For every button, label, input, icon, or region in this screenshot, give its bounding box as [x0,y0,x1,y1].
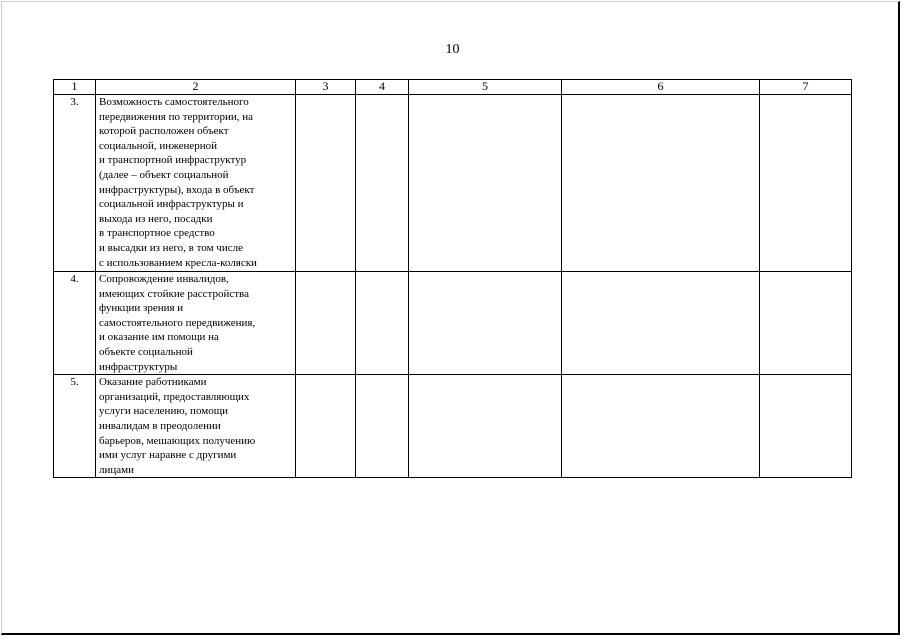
description-line: и высадки из него, в том числе [99,241,243,254]
table-row [54,375,852,478]
description-line: ими услуг наравне с другими [99,449,237,462]
column-header-4: 4 [356,80,409,95]
description-line: лицами [99,463,134,476]
row-number: 5. [54,375,96,478]
description-line: инфраструктуры [99,360,178,373]
description-line: передвижения по территории, на [99,110,254,123]
description-line: имеющих стойкие расстройства [99,287,249,300]
description-line: и оказание им помощи на [99,331,219,344]
row-number: 3. [54,95,96,272]
empty-cell [409,272,562,375]
empty-cell [562,95,760,272]
empty-cell [760,272,852,375]
description-line: и транспортной инфраструктур [99,154,247,167]
empty-cell [356,375,409,478]
description-line: инфраструктуры), входа в объект [99,183,255,196]
empty-cell [356,95,409,272]
column-header-1: 1 [54,80,96,95]
empty-cell [296,375,356,478]
empty-cell [562,375,760,478]
description-line: социальной, инженерной [99,139,218,152]
description-line: (далее – объект социальной [99,168,229,181]
description-line: функции зрения и [99,302,184,315]
description-line: организаций, предоставляющих [99,390,250,403]
empty-cell [760,375,852,478]
empty-cell [296,272,356,375]
column-header-3: 3 [296,80,356,95]
column-header-7: 7 [760,80,852,95]
description-line: объекте социальной [99,345,193,358]
description-line: услуги населению, помощи [99,405,229,418]
header-row [54,80,852,95]
page-number: 10 [445,42,460,57]
description-line: в транспортное средство [99,227,215,240]
description-line: с использованием кресла-коляски [99,256,257,269]
column-header-6: 6 [562,80,760,95]
description-line: самостоятельного передвижения, [99,316,256,329]
description-line: которой расположен объект [99,125,229,138]
empty-cell [356,272,409,375]
description-line: социальной инфраструктуры и [99,198,244,211]
column-header-2: 2 [96,80,296,95]
description-line: барьеров, мешающих получению [99,434,256,447]
row-number: 4. [54,272,96,375]
empty-cell [296,95,356,272]
empty-cell [409,95,562,272]
empty-cell [562,272,760,375]
accessibility-table [53,79,852,478]
description-line: Оказание работниками [99,376,207,389]
description-line: инвалидам в преодолении [99,419,221,432]
description-line: Сопровождение инвалидов, [99,273,229,285]
empty-cell [409,375,562,478]
column-header-5: 5 [409,80,562,95]
row-description [96,95,296,272]
row-description [96,272,296,375]
table-row [54,95,852,272]
empty-cell [760,95,852,272]
table-row [54,272,852,375]
description-line: Возможность самостоятельного [99,96,249,108]
description-line: выхода из него, посадки [99,212,213,225]
row-description [96,375,296,478]
